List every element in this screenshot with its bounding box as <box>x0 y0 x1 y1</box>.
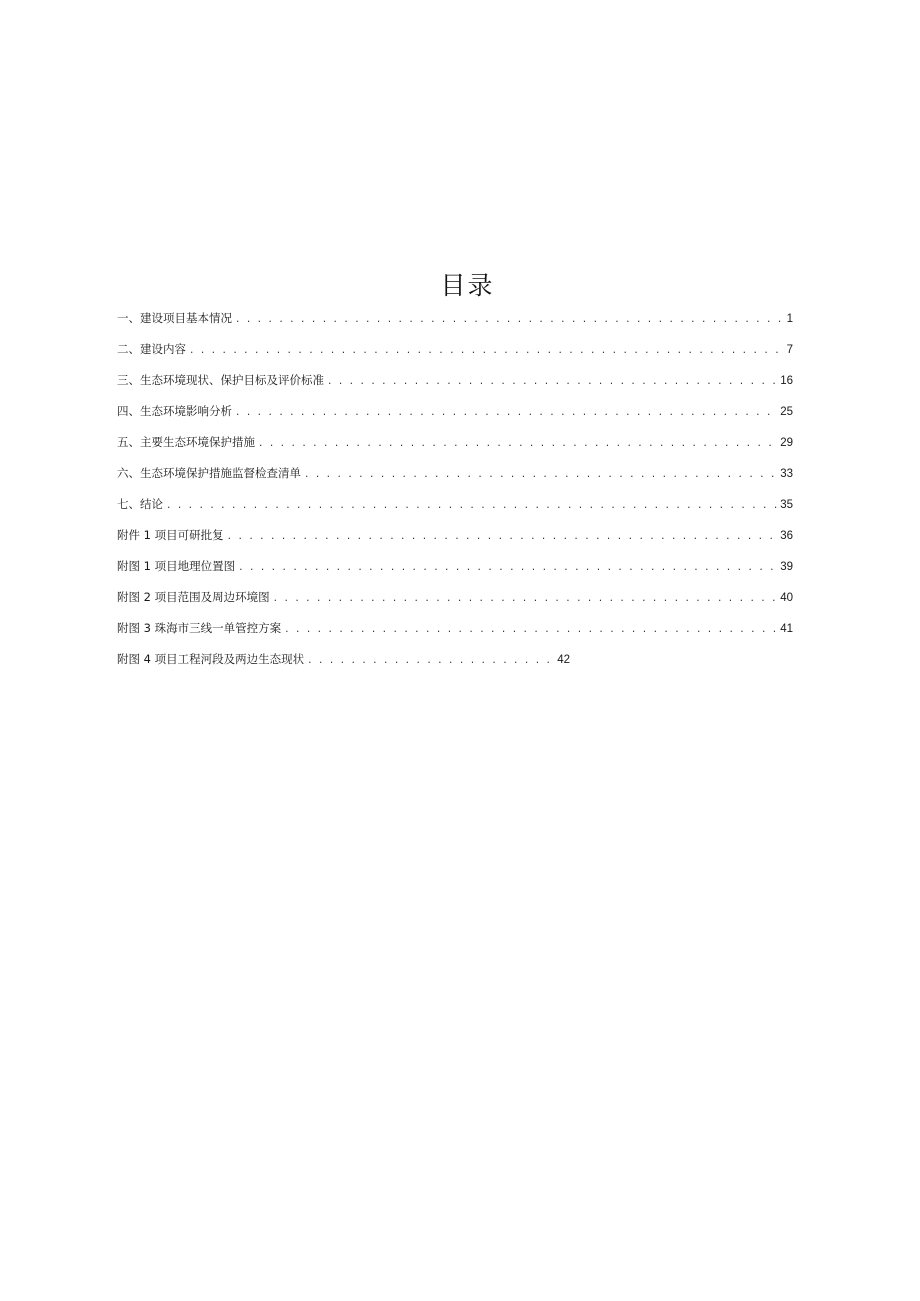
toc-leader-dots <box>238 558 778 578</box>
toc-entry-page: 25 <box>780 406 793 418</box>
toc-title: 目录 <box>440 271 495 300</box>
toc-entry-10[interactable] <box>117 587 793 618</box>
toc-leader-dots <box>307 651 555 671</box>
toc-entry-page: 7 <box>786 344 793 356</box>
toc-leader-dots <box>273 589 779 609</box>
toc-entry-label: 四、生态环境影响分析 <box>117 404 232 418</box>
toc-entry-label: 附件 1 项目可研批复 <box>117 528 224 542</box>
toc-entry-page: 33 <box>780 468 793 480</box>
toc-entry-page: 42 <box>557 654 570 666</box>
toc-entry-label: 五、主要生态环境保护措施 <box>117 435 255 449</box>
toc-leader-dots <box>227 527 779 547</box>
toc-entry-6[interactable] <box>117 463 793 494</box>
toc-entry-label: 二、建设内容 <box>117 342 186 356</box>
toc-entry-label: 附图 3 珠海市三线一单管控方案 <box>117 621 282 635</box>
toc-entry-8[interactable] <box>117 525 793 556</box>
toc-entry-label: 附图 2 项目范围及周边环境图 <box>117 590 270 604</box>
toc-entry-label: 三、生态环境现状、保护目标及评价标准 <box>117 373 324 387</box>
table-of-contents <box>117 308 793 680</box>
toc-entry-label: 一、建设项目基本情况 <box>117 311 232 325</box>
toc-leader-dots <box>235 403 778 423</box>
toc-entry-12[interactable] <box>117 649 570 680</box>
toc-leader-dots <box>235 310 785 330</box>
toc-entry-label: 附图 1 项目地理位置图 <box>117 559 236 573</box>
toc-entry-page: 41 <box>780 623 793 635</box>
toc-entry-4[interactable] <box>117 401 793 432</box>
toc-entry-page: 36 <box>780 530 793 542</box>
toc-entry-3[interactable] <box>117 370 793 401</box>
toc-leader-dots <box>189 341 785 361</box>
toc-entry-page: 39 <box>780 561 793 573</box>
toc-entry-page: 1 <box>786 313 793 325</box>
toc-entry-page: 29 <box>780 437 793 449</box>
toc-entry-7[interactable] <box>117 494 793 525</box>
toc-leader-dots <box>304 465 778 485</box>
toc-entry-page: 35 <box>780 499 793 511</box>
toc-leader-dots <box>166 496 778 516</box>
toc-entry-label: 六、生态环境保护措施监督检查清单 <box>117 466 301 480</box>
toc-entry-page: 16 <box>780 375 793 387</box>
toc-entry-label: 七、结论 <box>117 497 163 511</box>
toc-entry-11[interactable] <box>117 618 793 649</box>
toc-entry-9[interactable] <box>117 556 793 587</box>
toc-leader-dots <box>284 620 778 640</box>
toc-entry-page: 40 <box>780 592 793 604</box>
toc-entry-1[interactable] <box>117 308 793 339</box>
toc-leader-dots <box>327 372 778 392</box>
toc-entry-2[interactable] <box>117 339 793 370</box>
toc-leader-dots <box>258 434 778 454</box>
toc-entry-5[interactable] <box>117 432 793 463</box>
toc-entry-label: 附图 4 项目工程河段及两边生态现状 <box>117 652 305 666</box>
